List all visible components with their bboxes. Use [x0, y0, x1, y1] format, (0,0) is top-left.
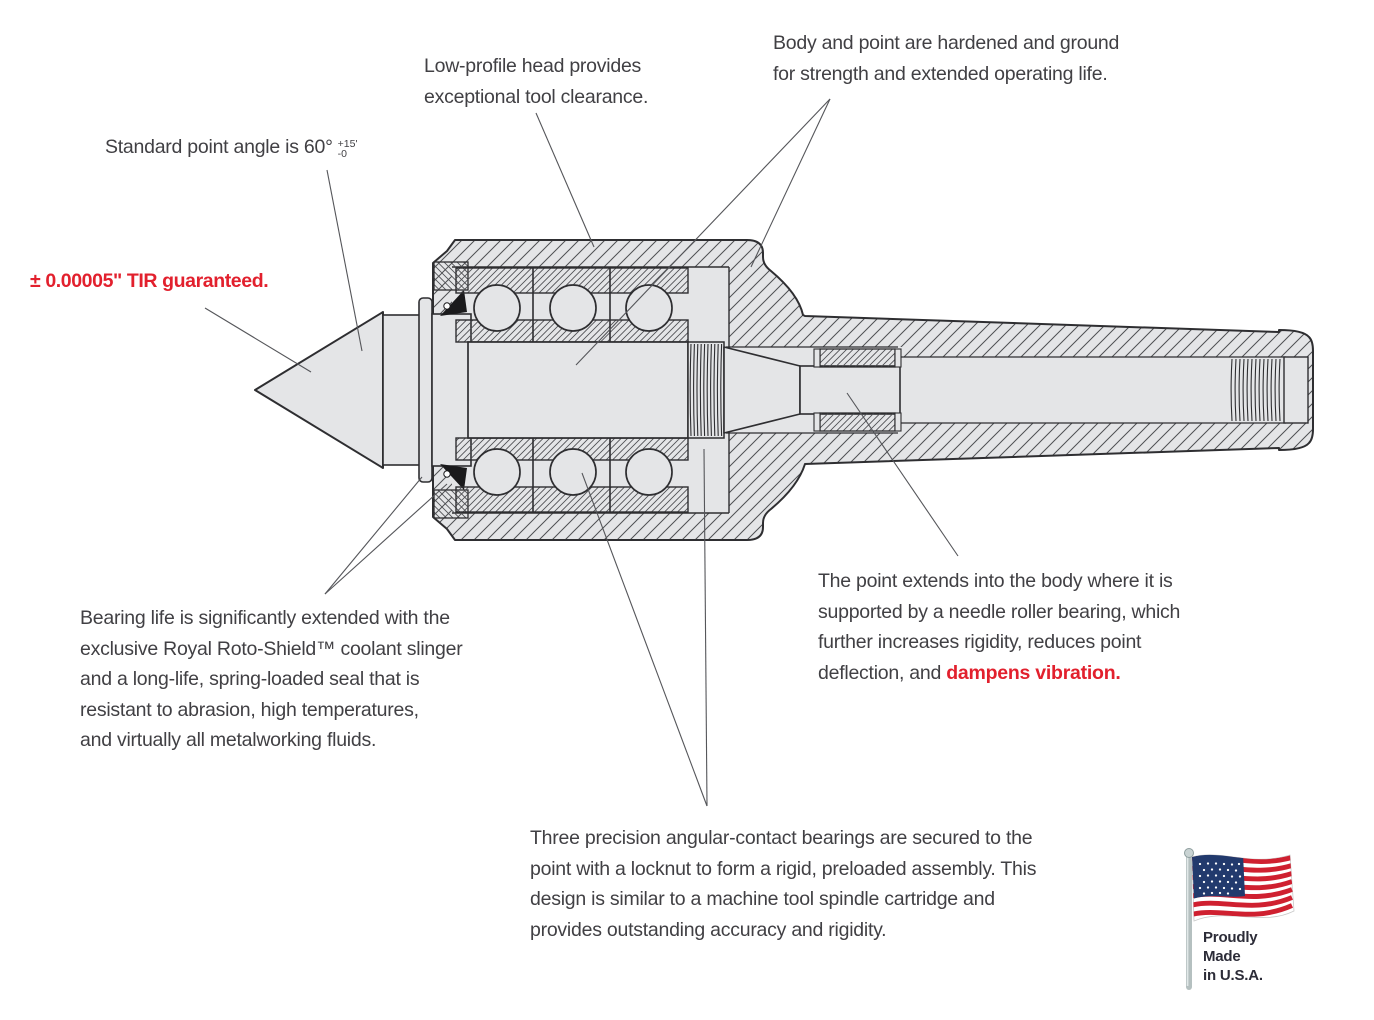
annotation-three-bearings: Three precision angular-contact bearings are secured to the point with a locknut to form a rigid, preloaded assembly. This design is similar to a machine tool spindle cartridge and provides outstanding accuracy and rigidity. [530, 827, 1037, 941]
annotation-tir-guarantee: ± 0.00005" TIR guaranteed. [30, 270, 269, 292]
annotation-bearing-life: Bearing life is significantly extended with the exclusive Royal Roto-Shield™ coolant slinger and a long-life, spring-loaded seal that is resistant to abrasion, high temperatures, and virtually all metalworking fluids. [80, 607, 463, 751]
made-in-usa-label: Proudly Made in U.S.A. [1203, 929, 1263, 984]
annotation-point-angle [105, 132, 357, 163]
point-extends-last-line: deflection, and dampens vibration. [818, 661, 1121, 684]
leader-bearing-life-a [325, 477, 422, 594]
leader-point-angle [327, 170, 362, 351]
annotation-point-extends: The point extends into the body where it is supported by a needle roller bearing, which further increases rigidity, reduces point deflection, and dampens vibration. [818, 566, 1180, 688]
annotation-low-profile-head: Low-profile head provides exceptional tool clearance. [424, 55, 649, 108]
leader-tir [205, 308, 311, 372]
point-angle-tolerance: +15' -0 [337, 138, 358, 160]
annotation-body-point: Body and point are hardened and ground for strength and extended operating life. [773, 32, 1120, 85]
dampens-vibration-highlight: dampens vibration. [946, 661, 1121, 684]
point-cone [255, 312, 420, 468]
point-spindle [468, 342, 688, 438]
leader-low-profile-head [536, 113, 594, 247]
point-angle-text: Standard point angle is 60° [105, 136, 333, 158]
leader-body-point-b [751, 99, 830, 267]
locknut-threads [688, 342, 724, 438]
leader-bearing-life-b [325, 484, 447, 594]
